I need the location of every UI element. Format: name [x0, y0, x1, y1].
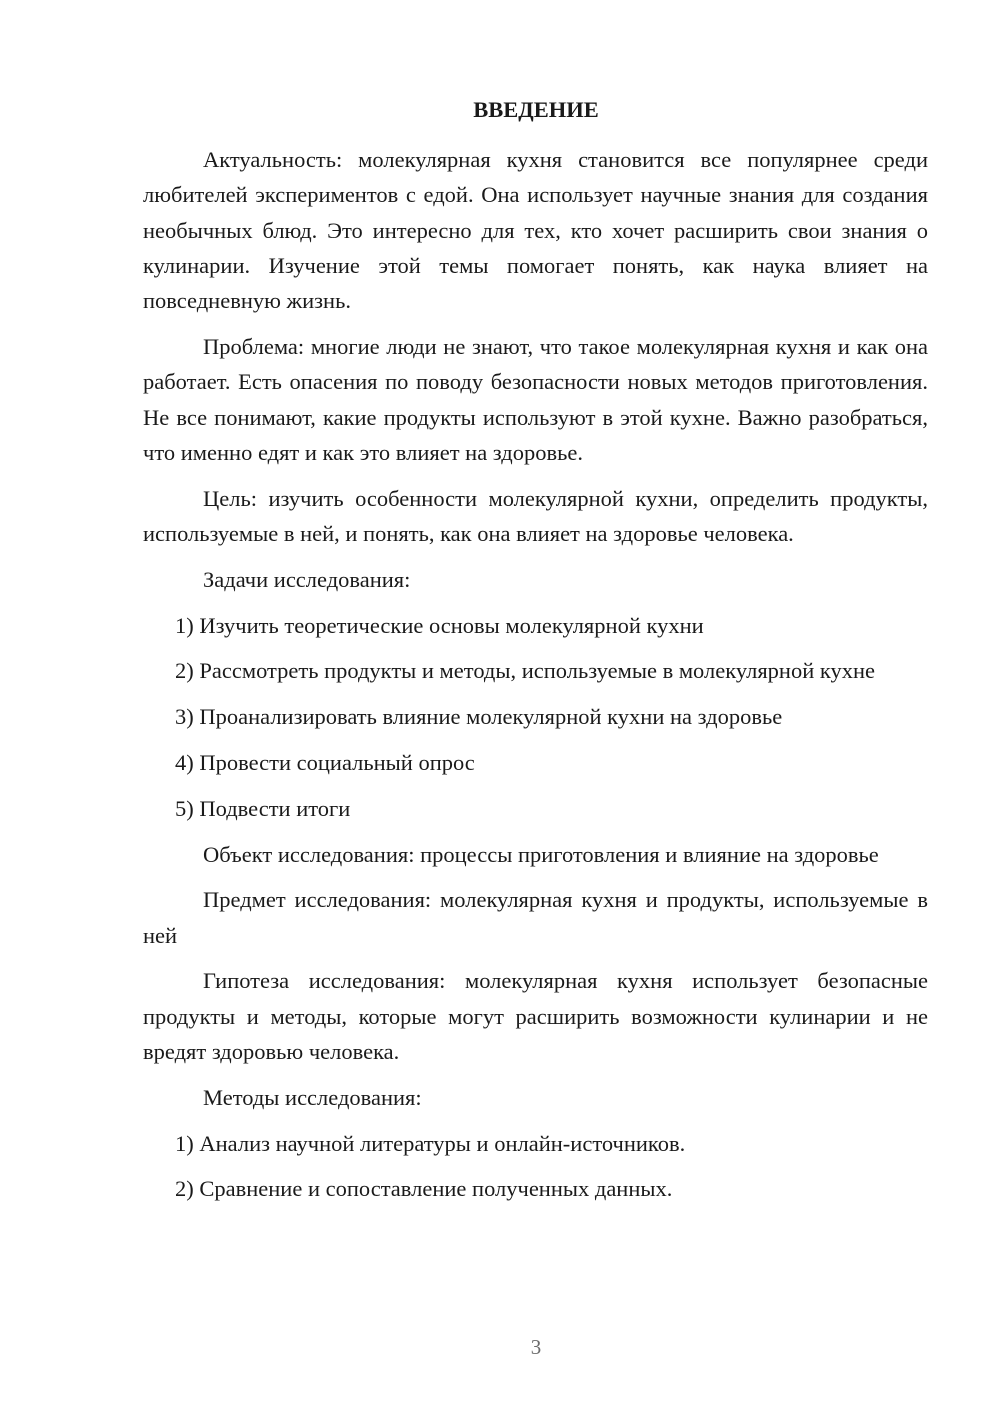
paragraph-hypothesis: Гипотеза исследования: молекулярная кухня использует безопасные продукты и методы, которые могут расширить возможности кулинарии и не вредят здоровью человека.	[143, 968, 928, 1065]
task-item-2: 2) Рассмотреть продукты и методы, используемые в молекулярной кухне	[175, 658, 876, 684]
method-item-2: 2) Сравнение и сопоставление полученных данных.	[175, 1176, 673, 1202]
paragraph-relevance: Актуальность: молекулярная кухня становится все популярнее среди любителей экспериментов с едой. Она использует научные знания для создания необычных блюд. Это интересно для тех, кто хочет расширить свои знания о кулинарии. Изучение этой темы помогает понять, как наука влияет на повседневную жизнь.	[143, 147, 928, 314]
task-item-5: 5) Подвести итоги	[175, 795, 351, 821]
task-item-1: 1) Изучить теоретические основы молекулярной кухни	[175, 612, 704, 638]
document-body	[143, 142, 928, 1217]
paragraph-problem: Проблема: многие люди не знают, что такое молекулярная кухня и как она работает. Есть опасения по поводу безопасности новых методов приготовления. Не все понимают, какие продукты используют в этой кухне. Важно разобраться, что именно едят и как это влияет на здоровье.	[143, 333, 928, 465]
page-number: 3	[530, 1335, 542, 1359]
paragraph-goal: Цель: изучить особенности молекулярной кухни, определить продукты, используемые в ней, и понять, как она влияет на здоровье человека.	[143, 485, 928, 546]
paragraph-object: Объект исследования: процессы приготовления и влияние на здоровье	[203, 841, 879, 867]
methods-title: Методы исследования:	[203, 1084, 422, 1110]
page-title: ВВЕДЕНИЕ	[473, 97, 599, 122]
paragraph-subject: Предмет исследования: молекулярная кухня и продукты, используемые в ней	[143, 887, 928, 948]
method-item-1: 1) Анализ научной литературы и онлайн-источников.	[175, 1130, 686, 1156]
tasks-title: Задачи исследования:	[203, 566, 411, 592]
task-item-3: 3) Проанализировать влияние молекулярной кухни на здоровье	[175, 704, 783, 730]
task-item-4: 4) Провести социальный опрос	[175, 749, 475, 775]
